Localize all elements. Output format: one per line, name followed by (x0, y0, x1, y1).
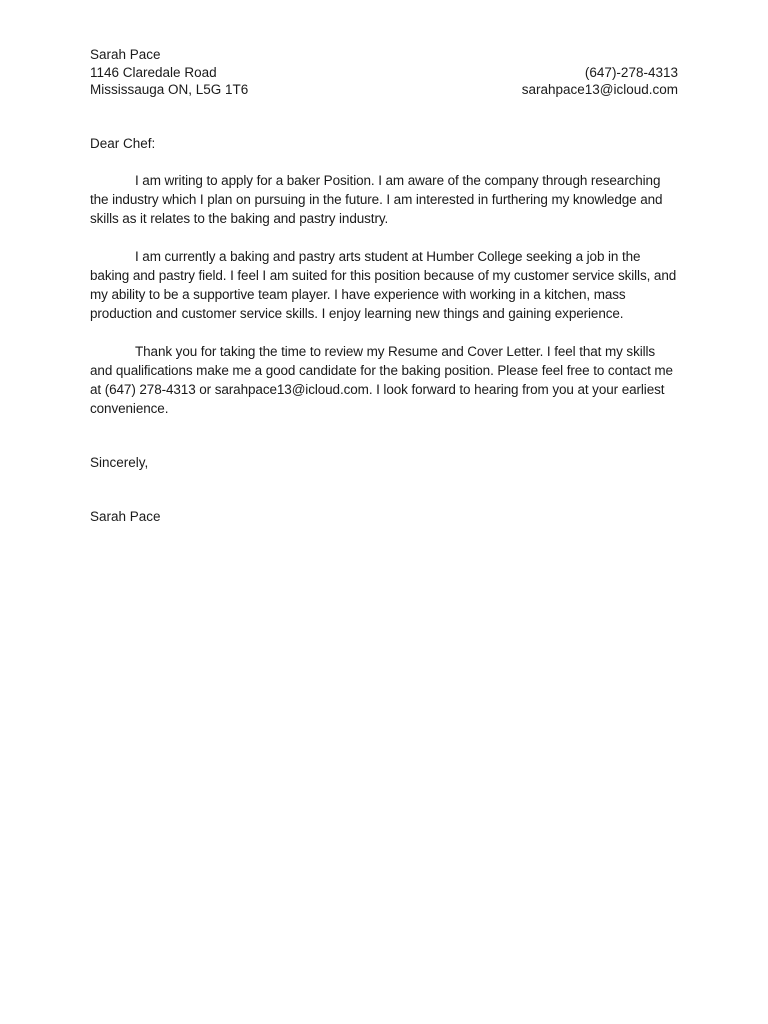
header-row-3 (90, 81, 678, 99)
header-row-1 (90, 46, 678, 64)
salutation: Dear Chef: (90, 136, 156, 151)
sender-city: Mississauga ON, L5G 1T6 (90, 82, 249, 97)
closing: Sincerely, (90, 455, 149, 470)
body-paragraph-3: Thank you for taking the time to review my Resume and Cover Letter. I feel that my skills and qualifications make me a good candidate for the baking position. Please feel free to contact me at (647) 278-4313 or sarahpace13@icloud.com. I look forward to hearing from you at your earliest convenience. (90, 344, 673, 416)
sender-name: Sarah Pace (90, 47, 161, 62)
letter-header (90, 46, 678, 99)
letter-body (90, 134, 680, 526)
sender-phone: (647)-278-4313 (584, 64, 678, 80)
sender-email: sarahpace13@icloud.com (521, 82, 678, 97)
signature-name: Sarah Pace (90, 509, 161, 524)
sender-street: 1146 Claredale Road (90, 64, 217, 80)
body-paragraph-1: I am writing to apply for a baker Position. I am aware of the company through researching the industry which I plan on pursuing in the future. I am interested in furthering my knowledge and skills as it relates to the baking and pastry industry. (90, 173, 663, 226)
body-paragraph-2: I am currently a baking and pastry arts student at Humber College seeking a job in the baking and pastry field. I feel I am suited for this position because of my customer service skills, and my ability to be a supportive team player. I have experience with working in a kitchen, mass production and customer service skills. I enjoy learning new things and gaining experience. (90, 249, 677, 321)
header-row-2 (90, 64, 678, 82)
